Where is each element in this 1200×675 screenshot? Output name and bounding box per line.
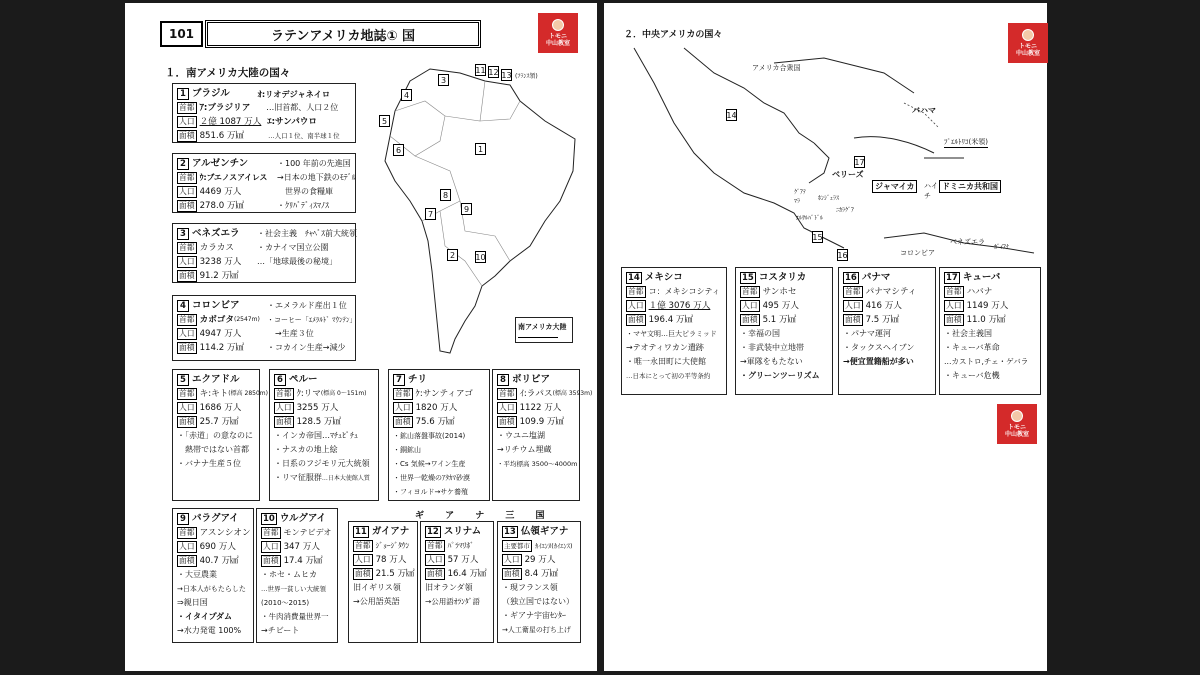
country-card-peru: 6 ペルー 首都 ｸ:リマ (標高 0〜151m) 人口 3255 万人 面積 128.5 万㎢ ・インカ帝国…ﾏﾁｭﾋﾟﾁｭ ・ナスカの地上絵 ・日系のフジモリ元大統領 ・リマ征服群…日本大使館人質 <box>269 369 379 501</box>
map-label-belize: ベリーズ <box>832 170 864 179</box>
map-marker-1: 1 <box>475 143 486 155</box>
country-card-brazil: 1 ブラジル ｵ:リオデジャネイロ 首都 ｱ:ブラジリア …旧首都、人口２位 人口 ２億 1087 万人 ｴ:サンパウロ 面積 851.6 万㎢ …人口１位、南半球１位 <box>172 83 356 143</box>
country-card-guyana: 11 ガイアナ 首都 ｼﾞｮｰｼﾞﾀｳﾝ 人口 78 万人 面積 21.5 万㎢ 旧イギリス領 →公用語英語 <box>348 521 418 643</box>
map-label-bahamas: バハマ <box>912 106 936 115</box>
country-card-colombia: 4 コロンビア 首都 カボゴタ (2547m) 人口 4947 万人 面積 114.2 万㎢ ・エメラルド産出１位 ・コーヒー「ｴﾒﾗﾙﾄﾞ ﾏｳﾝﾃﾝ」 →生産３位 ・コカイン生産→減少 <box>172 295 356 361</box>
school-logo-top: トモニ 中山教室 <box>1008 23 1048 63</box>
map-label-el-salvador: ｴﾙｻﾙﾊﾞﾄﾞﾙ <box>796 215 824 222</box>
map-marker-2: 2 <box>447 249 458 261</box>
country-card-argentina: 2 アルゼンチン 首都 ｳ:ブエノスアイレス 人口 4469 万人 面積 278.0 万㎢ ・100 年前の先進国 →日本の地下鉄のﾓﾃﾞﾙ 世界の食糧庫 ・ｸﾘﾊﾞﾃﾞｨｽﾏﾉｽ <box>172 153 356 213</box>
country-card-suriname: 12 スリナム 首都 ﾊﾟﾗﾏﾘﾎﾞ 人口 57 万人 面積 16.4 万㎢ 旧オランダ領 →公用語ｵﾗﾝﾀﾞ語 <box>420 521 494 643</box>
map-marker-11: 11 <box>475 65 486 75</box>
lesson-number: 101 <box>160 21 203 47</box>
map-scale-box: 南アメリカ大陸 <box>515 317 573 343</box>
section-heading-central-america: ２．中央アメリカの国々 <box>624 30 723 40</box>
school-logo-bottom: トモニ 中山教室 <box>997 404 1037 444</box>
map-marker-3: 3 <box>438 74 449 86</box>
map-marker-5: 5 <box>379 115 390 127</box>
map-label-haiti: ハイ チ <box>924 182 938 200</box>
map-label-usa: アメリカ合衆国 <box>752 64 801 72</box>
map-marker-14: 14 <box>726 110 737 120</box>
country-card-cuba: 17 キューバ 首都 ハバナ 人口 1149 万人 面積 11.0 万㎢ ・社会主義国 ・キューバ革命 …カストロ,チェ・ゲバラ ・キューバ危機 <box>939 267 1041 395</box>
map-label-colombia: コロンビア <box>900 249 935 257</box>
country-card-ecuador: 5 エクアドル 首都 キ:キト (標高 2850m) 人口 1686 万人 面積 25.7 万㎢ ・「赤道」の意なのに 熱帯ではない首都 ・バナナ生産５位 <box>172 369 260 501</box>
map-marker-7: 7 <box>425 208 436 220</box>
map-label-dominican: ドミニカ共和国 <box>939 180 1001 193</box>
map-marker-8: 8 <box>440 189 451 201</box>
map-marker-4: 4 <box>401 89 412 101</box>
left-page <box>125 3 597 671</box>
map-label-french: (ﾌﾗﾝｽ領) <box>515 73 538 80</box>
school-logo: トモニ 中山教室 <box>538 13 578 53</box>
map-label-guatemala: ｸﾞｱﾃ ﾏﾗ <box>794 189 807 205</box>
country-card-uruguay: 10 ウルグアイ 首都 モンテビデオ 人口 347 万人 面積 17.4 万㎢ ・ホセ・ムヒカ …世界一貧しい大統領 (2010〜2015) ・牛肉消費量世界一 →チビート <box>256 508 338 643</box>
section-heading-south-america: １．南アメリカ大陸の国々 <box>165 67 291 79</box>
map-label-guyana: ｶﾞｲｱﾅ <box>994 244 1010 251</box>
map-marker-13: 13 <box>501 70 512 80</box>
map-label-jamaica: ジャマイカ <box>872 180 917 193</box>
country-card-french-guiana: 13 仏領ギアナ 主要都市 ｶｲｴﾝﾇ(ｶｲｴﾝｽ) 人口 29 万人 面積 8.4 万㎢ ・現フランス領 （独立国ではない） ・ギアナ宇宙ｾﾝﾀｰ →人工衛星の打ち上げ <box>497 521 581 643</box>
map-marker-12: 12 <box>488 67 499 77</box>
map-marker-9: 9 <box>461 203 472 215</box>
map-marker-6: 6 <box>393 144 404 156</box>
map-marker-10: 10 <box>475 252 486 262</box>
country-card-mexico: 14 メキシコ 首都 コ：メキシコシティ 人口 １億 3076 万人 面積 196.4 万㎢ ・マヤ文明…巨大ピラミッド →テオティワカン遺跡 ・唯一永田町に大使館 …日本にとって初の平等条約 <box>621 267 727 395</box>
map-label-puerto-rico: ﾌﾟｴﾙﾄﾘｺ(米領) <box>944 138 988 146</box>
country-card-costa-rica: 15 コスタリカ 首都 サンホセ 人口 495 万人 面積 5.1 万㎢ ・幸福の国 ・非武装中立地帯 →軍隊をもたない ・グリーンツーリズム <box>735 267 833 395</box>
map-label-nicaragua: ﾆｶﾗｸﾞｱ <box>836 207 855 214</box>
map-label-venezuela: ベネズエラ <box>950 238 985 246</box>
right-page <box>604 3 1047 671</box>
country-card-panama: 16 パナマ 首都 パナマシティ 人口 416 万人 面積 7.5 万㎢ ・パナマ運河 ・タックスヘイブン →便宜置籍船が多い <box>838 267 936 395</box>
guiana-heading: ギ ア ナ 三 国 <box>415 511 554 521</box>
south-america-map <box>370 61 580 361</box>
country-card-chile: 7 チリ 首都 ｹ:サンティアゴ 人口 1820 万人 面積 75.6 万㎢ ・鉱山落盤事故(2014) ・銅鉱山 ・Cs 気候→ワイン生産 ・世界一乾燥のｱﾀｶﾏ砂漠 ・フィヨルド→サケ養殖 <box>388 369 490 501</box>
map-marker-17: 17 <box>854 157 865 167</box>
map-marker-15: 15 <box>812 232 823 242</box>
map-marker-16: 16 <box>837 250 848 260</box>
country-card-venezuela: 3 ベネズエラ 首都 カラカス 人口 3238 万人 面積 91.2 万㎢ ・社会主義 ﾁｬﾍﾞｽ前大統領 ・カナイマ国立公園 …「地球最後の秘境」 <box>172 223 356 283</box>
page-title: ラテンアメリカ地誌① 国 <box>205 20 481 48</box>
map-label-honduras: ﾎﾝｼﾞｭﾗｽ <box>818 195 840 202</box>
central-america-map <box>624 43 1044 263</box>
country-card-bolivia: 8 ボリビア 首都 ｲ:ラパス (標高 3593m) 人口 1122 万人 面積 109.9 万㎢ ・ウユニ塩湖 →リチウム埋蔵 ・平均標高 3500〜4000m <box>492 369 580 501</box>
country-card-paraguay: 9 パラグアイ 首都 アスンシオン 人口 690 万人 面積 40.7 万㎢ ・大豆農業 →日本人がもたらした ⇒親日国 ・イタイプダム →水力発電 100% <box>172 508 254 643</box>
